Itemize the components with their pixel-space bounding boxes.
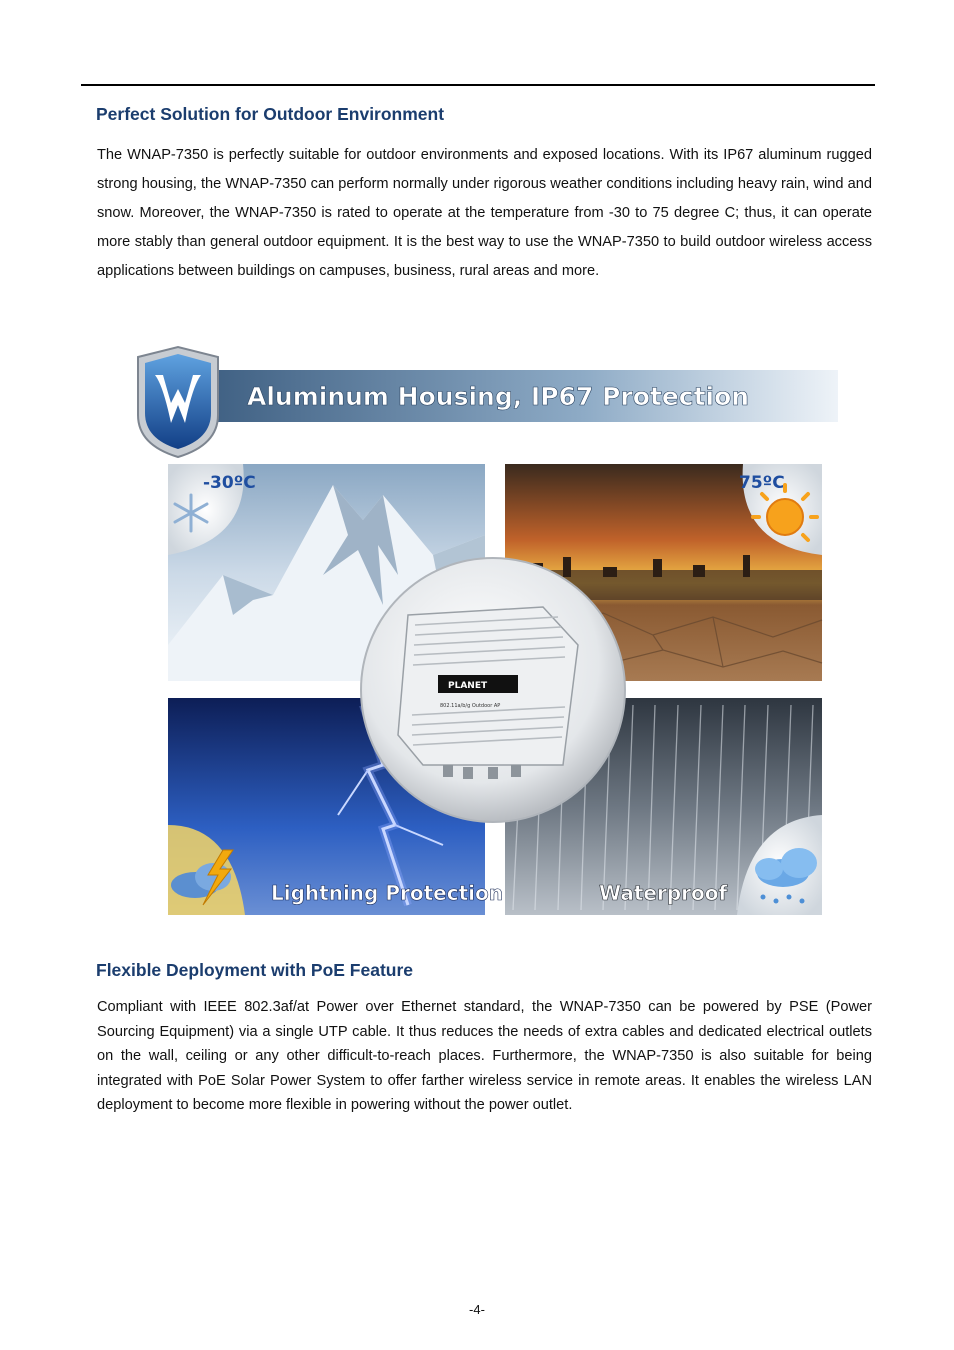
waterproof-label: Waterproof: [599, 881, 728, 905]
ip67-protection-figure: [133, 345, 843, 920]
page-number: -4-: [469, 1302, 485, 1317]
header-rule: [81, 84, 875, 86]
shield-logo-icon: [138, 347, 218, 457]
cold-temp-label: -30ºC: [203, 473, 256, 493]
section-body-outdoor: The WNAP-7350 is perfectly suitable for outdoor environments and exposed locations. With its IP67 aluminum rugged strong housing, the WNAP-7350 can perform normally under rigorous weather conditions including heavy rain, wind and snow. Moreover, the WNAP-7350 is rated to operate at the temperature from -30 to 75 degree C; thus, it can operate more stably than general outdoor equipment. It is the best way to use the WNAP-7350 to build outdoor wireless access applications between buildings on campuses, business, rural areas and more.: [97, 147, 872, 279]
device-brand-label: PLANET: [448, 681, 488, 691]
section-heading-outdoor: Perfect Solution for Outdoor Environment: [96, 104, 445, 124]
lightning-protection-label: Lightning Protection: [271, 881, 503, 905]
access-point-device-image: [361, 558, 625, 822]
device-model-label: 802.11a/b/g Outdoor AP: [440, 703, 501, 709]
hot-temp-label: 75ºC: [739, 473, 785, 493]
banner-title: Aluminum Housing, IP67 Protection: [247, 382, 750, 411]
section-heading-poe: Flexible Deployment with PoE Feature: [96, 960, 414, 980]
section-body-poe: Compliant with IEEE 802.3af/at Power over Ethernet standard, the WNAP-7350 can be powered by PSE (Power Sourcing Equipment) via a single UTP cable. It thus reduces the needs of extra cables and dedicated electrical outlets on the wall, ceiling or any other difficult-to-reach places. Furthermore, the WNAP-7350 is also suitable for being integrated with PoE Solar Power System to offer farther wireless service in remote areas. It enables the wireless LAN deployment to become more flexible in powering without the power outlet.: [97, 999, 872, 1114]
